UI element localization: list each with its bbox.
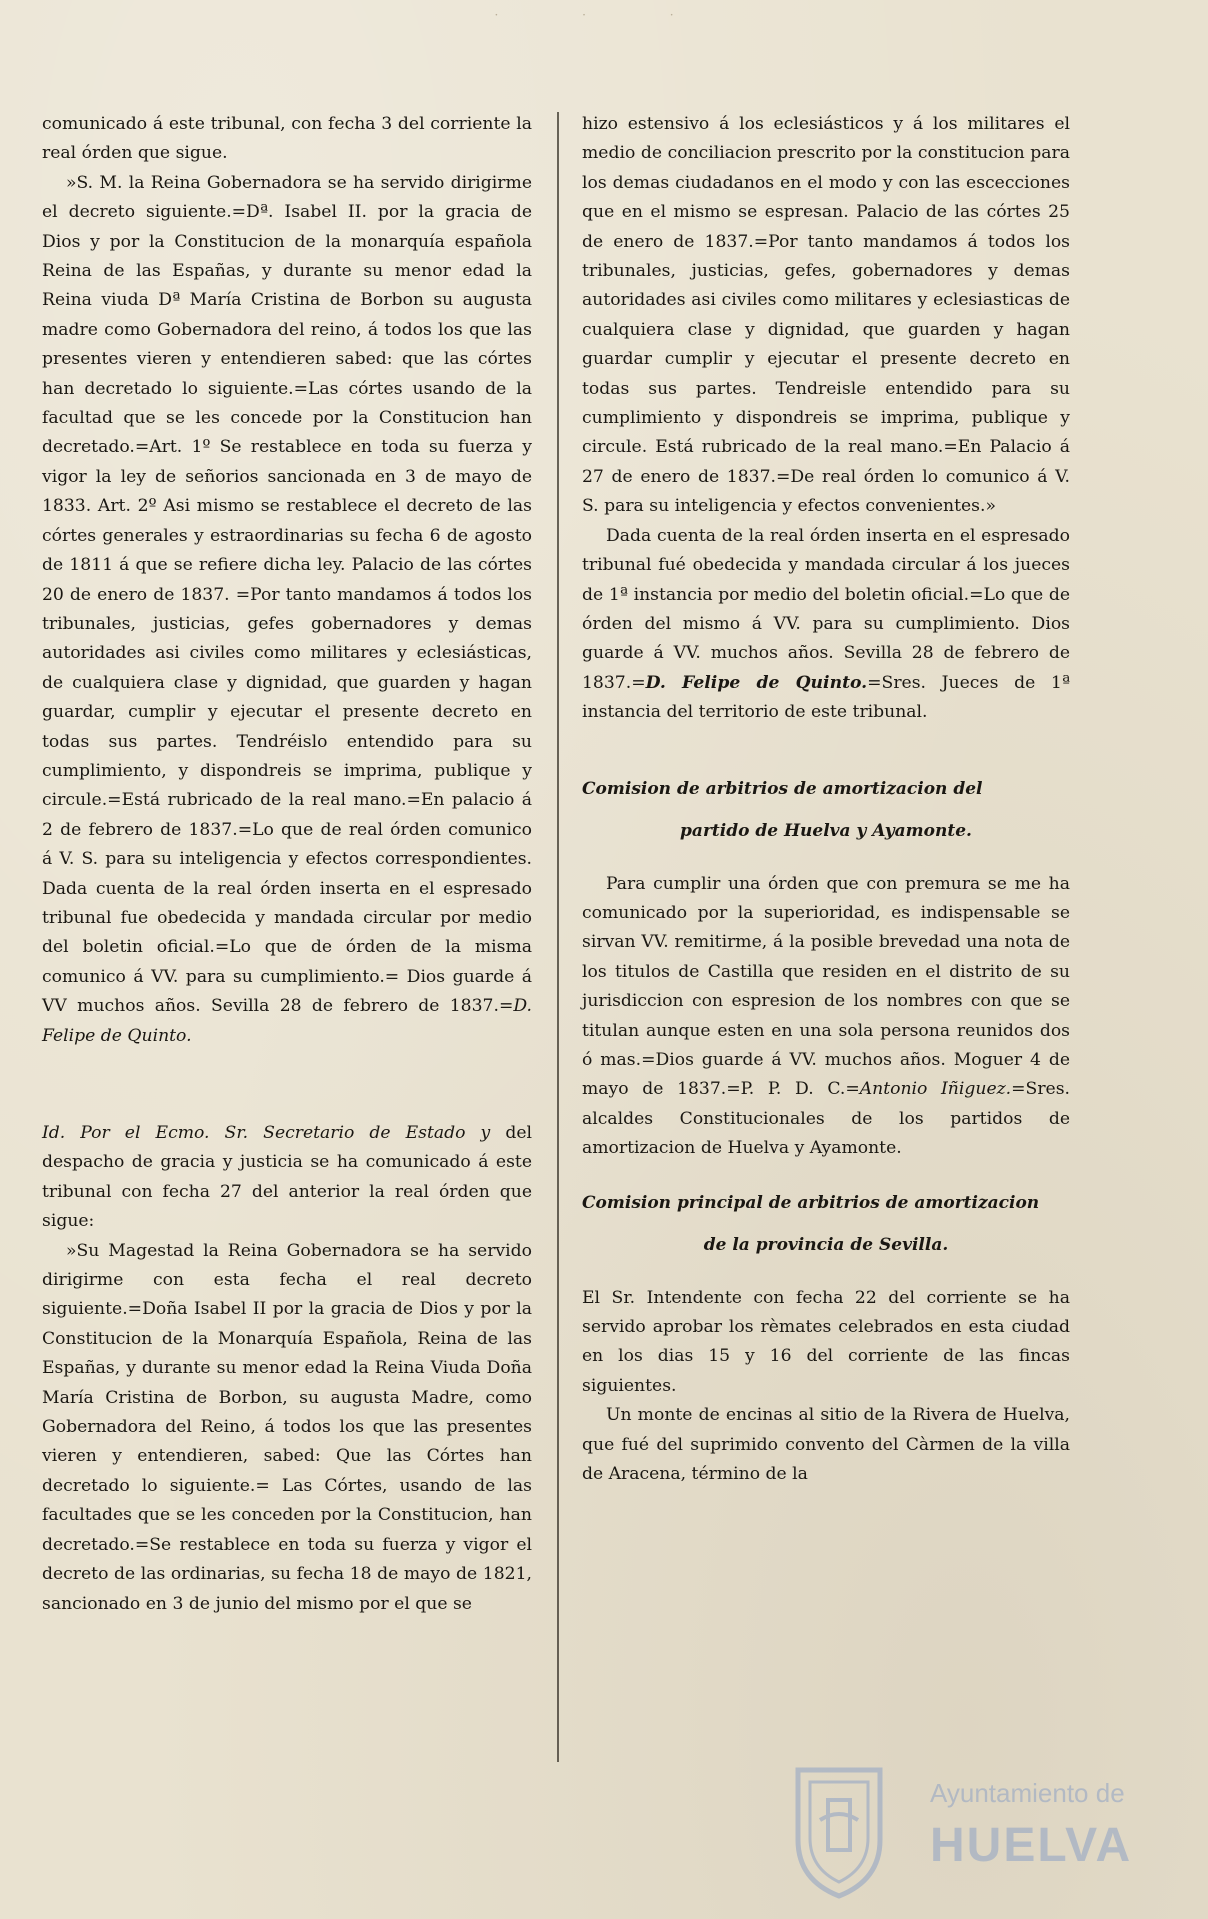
left-decree-1	[42, 169, 532, 1051]
watermark-line2: HUELVA	[930, 1819, 1133, 1872]
left-spacer	[42, 1051, 532, 1119]
right-paragraph-3-closing: =Sres. alcaldes Constitucionales de los partidos de amortizacion de Huelva y Ayamonte.	[582, 1079, 1070, 1159]
right-paragraph-4: El Sr. Intendente con fecha 22 del corriente se ha servido aprobar los rèmates celebrados en esta ciudad en los dias 15 y 16 del corriente de las fincas siguientes.	[582, 1287, 1070, 1396]
right-spacer-3	[582, 1164, 1070, 1188]
top-print-marks: · · ·	[494, 8, 714, 22]
right-paragraph-3	[582, 870, 1070, 1164]
left-column	[42, 110, 532, 1619]
right-paragraph-2	[582, 522, 1070, 728]
left-intro: comunicado á este tribunal, con fecha 3 del corriente la real órden que sigue.	[42, 114, 532, 164]
right-spacer-1	[582, 728, 1070, 774]
left-decree-1-text: »S. M. la Reina Gobernadora se ha servido dirigirme el decreto siguiente.=Dª. Isabel II. por la gracia de Dios y por la Constitucion de la monarquía española Reina de las Españas, y durante su menor edad la Reina viuda Dª María Cristina de Borbon su augusta madre como Gobernadora del reino, á todos los que las presentes vieren y entendieren sabed: que las córtes han decretado lo siguiente.=Las córtes usando de la facultad que se les concede por la Constitucion han decretado.=Art. 1º Se restablece en toda su fuerza y vigor la ley de señorios sancionada en 3 de mayo de 1833. Art. 2º Asi mismo se restablece el decreto de las córtes generales y estraordinarias su fecha 6 de agosto de 1811 á que se refiere dicha ley. Palacio de las córtes 20 de enero de 1837. =Por tanto mandamos á todos los tribunales, justicias, gefes gobernadores y demas autoridades asi civiles como militares y eclesiásticas, de cualquiera clase y dignidad, que guarden y hagan guardar, cumplir y ejecutar el presente decreto en todas sus partes. Tendréislo entendido para su cumplimiento, y dispondreis se imprima, publique y circule.=Está rubricado de la real mano.=En palacio á 2 de febrero de 1837.=Lo que de real órden comunico á V. S. para su inteligencia y efectos correspondientes. Dada cuenta de la real órden inserta en el espresado tribunal fue obedecida y mandada circular por medio del boletin oficial.=Lo que de órden de la misma comunico á VV. para su cumplimiento.= Dios guarde á VV muchos años. Sevilla 28 de febrero de 1837.=	[42, 172, 532, 1017]
coat-of-arms-icon	[790, 1760, 888, 1900]
right-continuation: hizo estensivo á los eclesiásticos y á los militares el medio de conciliacion prescrito por la constitucion para los demas ciudadanos en el modo y con las escecciones que en el mismo se espresan. Palacio de las córtes 25 de enero de 1837.=Por tanto mandamos á todos los tribunales, justicias, gefes, gobernadores y demas autoridades asi civiles como militares y eclesiasticas de cualquiera clase y dignidad, que guarden y hagan guardar cumplir y ejecutar el presente decreto en todas sus partes. Tendreisle entendido para su cumplimiento y dispondreis se imprima, publique y circule. Está rubricado de la real mano.=En Palacio á 27 de enero de 1837.=De real órden lo comunico á V. S. para su inteligencia y efectos convenientes.»	[582, 114, 1070, 517]
right-paragraph-5: Un monte de encinas al sitio de la Rivera de Huelva, que fué del suprimido convento del Càrmen de la villa de Aracena, término de la	[582, 1405, 1070, 1485]
left-section-2-lead: Id. Por el Ecmo. Sr. Secretario de Estado y	[42, 1123, 491, 1143]
right-paragraph-2-closing: =Sres. Jueces de 1ª instancia del territorio de este tribunal.	[582, 672, 1070, 723]
watermark-line1: Ayuntamiento de	[930, 1778, 1125, 1808]
right-spacer-2	[582, 846, 1070, 870]
heading-comision-sevilla: Comision principal de arbitrios de amortizacion	[582, 1192, 1040, 1213]
right-spacer-4	[582, 1260, 1070, 1284]
left-section-2-text: del despacho de gracia y justicia se ha comunicado á este tribunal con fecha 27 del anterior la real órden que sigue:	[42, 1123, 532, 1232]
right-paragraph-2-signature: D. Felipe de Quinto.	[645, 672, 868, 693]
left-decree-2: »Su Magestad la Reina Gobernadora se ha servido dirigirme con esta fecha el real decreto siguiente.=Doña Isabel II por la gracia de Dios y por la Constitucion de la Monarquía Española, Reina de las Españas, y durante su menor edad la Reina Viuda Doña María Cristina de Borbon, su augusta Madre, como Gobernadora del Reino, á todos los que las presentes vieren y entendieren, sabed: Que las Córtes han decretado lo siguiente.= Las Córtes, usando de las facultades que se les conceden por la Constitucion, han decretado.=Se restablece en toda su fuerza y vigor el decreto de las ordinarias, su fecha 18 de mayo de 1821, sancionado en 3 de junio del mismo por el que se	[42, 1240, 532, 1614]
right-paragraph-2-text: Dada cuenta de la real órden inserta en el espresado tribunal fué obedecida y mandada circular á los jueces de 1ª instancia por medio del boletin oficial.=Lo que de órden del mismo á VV. para su cumplimiento. Dios guarde á VV. muchos años. Sevilla 28 de febrero de 1837.=	[582, 525, 1070, 693]
right-paragraph-3-signature: Antonio Iñiguez.	[859, 1079, 1012, 1100]
left-section-2	[42, 1119, 532, 1237]
ayuntamiento-watermark	[790, 1760, 1190, 1900]
heading-comision-huelva-line2: partido de Huelva y Ayamonte.	[680, 820, 972, 841]
column-divider	[557, 112, 559, 1762]
right-paragraph-3-text: Para cumplir una órden que con premura se me ha comunicado por la superioridad, es indispensable se sirvan VV. remitirme, á la posible brevedad una nota de los titulos de Castilla que residen en el distrito de su jurisdiccion con espresion de los nombres con que se titulan aunque esten en una sola persona reunidos dos ó mas.=Dios guarde á VV. muchos años. Moguer 4 de mayo de 1837.=P. P. D. C.=	[582, 873, 1070, 1100]
right-column	[582, 110, 1070, 1489]
heading-comision-sevilla-line2: de la provincia de Sevilla.	[703, 1234, 949, 1255]
heading-comision-huelva: Comision de arbitrios de amortizacion del	[582, 778, 983, 799]
left-decree-1-signature: D. Felipe de Quinto.	[42, 996, 532, 1046]
